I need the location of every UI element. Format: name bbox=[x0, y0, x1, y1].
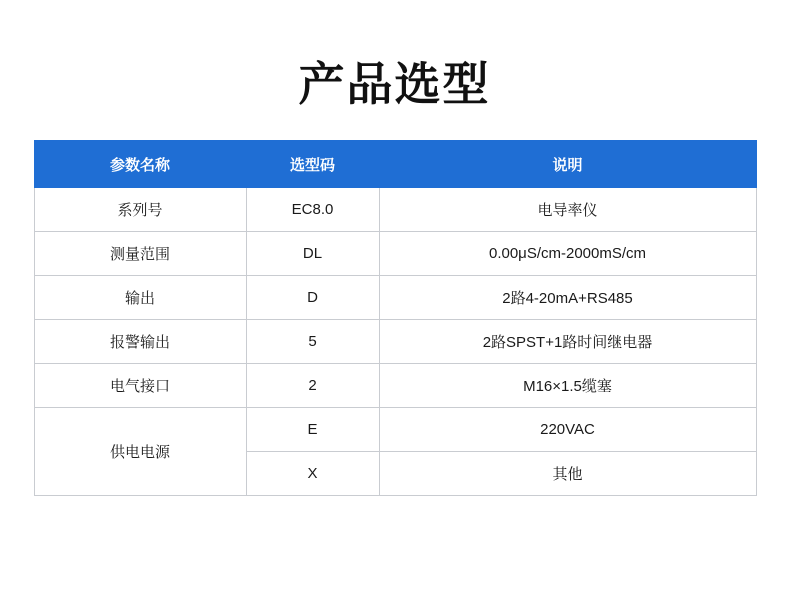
table-row bbox=[34, 276, 756, 320]
cell-selection-code: 2 bbox=[246, 364, 379, 408]
cell-parameter-name: 供电电源 bbox=[34, 408, 246, 496]
cell-parameter-name: 电气接口 bbox=[34, 364, 246, 408]
cell-selection-code: DL bbox=[246, 232, 379, 276]
cell-parameter-name: 系列号 bbox=[34, 188, 246, 232]
column-header-selection-code: 选型码 bbox=[246, 141, 379, 188]
table-row bbox=[34, 188, 756, 232]
cell-description: M16×1.5缆塞 bbox=[379, 364, 756, 408]
table-header-row bbox=[34, 141, 756, 188]
product-selection-table bbox=[34, 140, 757, 496]
cell-description: 220VAC bbox=[379, 408, 756, 452]
cell-description: 其他 bbox=[379, 452, 756, 496]
cell-description: 2路SPST+1路时间继电器 bbox=[379, 320, 756, 364]
table-row bbox=[34, 320, 756, 364]
cell-parameter-name: 输出 bbox=[34, 276, 246, 320]
cell-description: 0.00μS/cm-2000mS/cm bbox=[379, 232, 756, 276]
table-header bbox=[34, 141, 756, 188]
cell-parameter-name: 测量范围 bbox=[34, 232, 246, 276]
table-row bbox=[34, 408, 756, 452]
table-row bbox=[34, 364, 756, 408]
spec-table-container bbox=[34, 140, 756, 496]
column-header-parameter-name: 参数名称 bbox=[34, 141, 246, 188]
cell-description: 2路4-20mA+RS485 bbox=[379, 276, 756, 320]
table-row bbox=[34, 232, 756, 276]
table-body bbox=[34, 188, 756, 496]
cell-parameter-name: 报警输出 bbox=[34, 320, 246, 364]
cell-selection-code: 5 bbox=[246, 320, 379, 364]
cell-selection-code: EC8.0 bbox=[246, 188, 379, 232]
cell-selection-code: X bbox=[246, 452, 379, 496]
column-header-description: 说明 bbox=[379, 141, 756, 188]
cell-selection-code: D bbox=[246, 276, 379, 320]
cell-selection-code: E bbox=[246, 408, 379, 452]
cell-description: 电导率仪 bbox=[379, 188, 756, 232]
page-title: 产品选型 bbox=[298, 57, 491, 111]
